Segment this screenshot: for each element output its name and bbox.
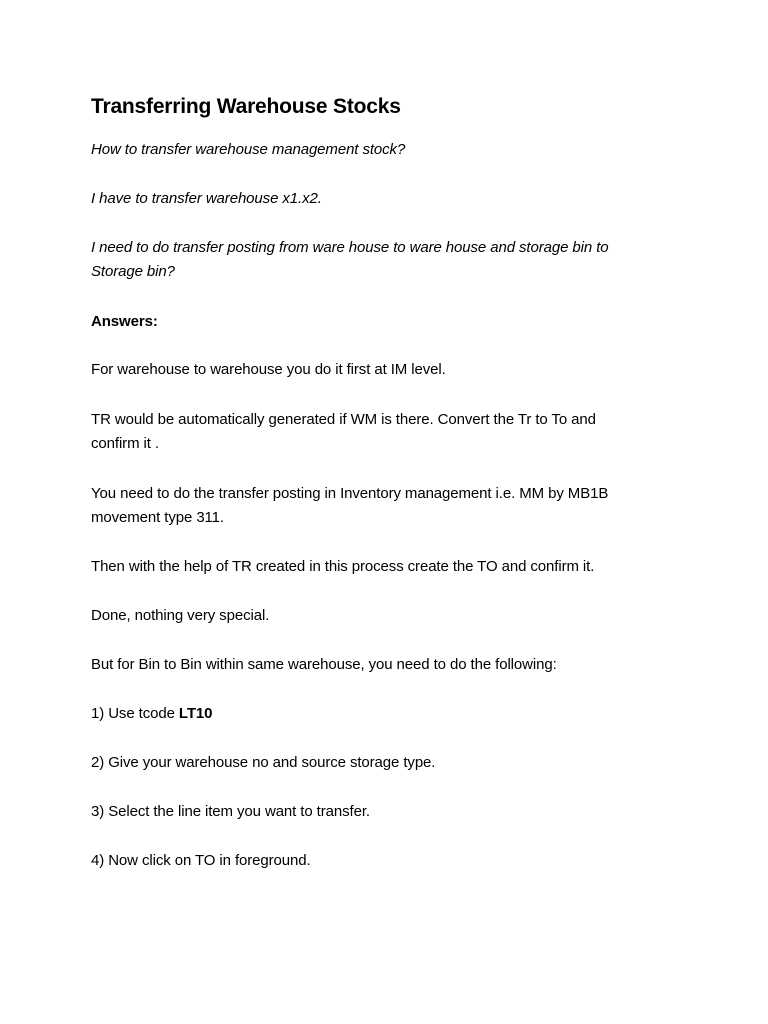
answer-6: But for Bin to Bin within same warehouse, you need to do the following: <box>91 656 557 673</box>
tcode: LT10 <box>178 705 213 722</box>
answer-1: For warehouse to warehouse you do it first at IM level. <box>91 361 446 378</box>
answer-4: Then with the help of TR created in this process create the TO and confirm it. <box>91 558 595 575</box>
answer-3: You need to do the transfer posting in Inventory management i.e. MM by MB1B movement type 311. <box>91 485 609 526</box>
step-2: 2) Give your warehouse no and source storage type. <box>91 754 436 771</box>
question-1: How to transfer warehouse management stock? <box>91 141 406 158</box>
question-2: I have to transfer warehouse x1.x2. <box>91 190 322 207</box>
answers-heading: Answers: <box>91 313 158 330</box>
step-3: 3) Select the line item you want to transfer. <box>91 803 370 820</box>
step-4: 4) Now click on TO in foreground. <box>91 852 311 869</box>
step-1 <box>91 702 651 726</box>
step-1-text: 1) Use tcode <box>91 705 179 722</box>
question-3: I need to do transfer posting from ware house to ware house and storage bin to Storage bin? <box>91 239 609 280</box>
answer-2: TR would be automatically generated if WM is there. Convert the Tr to To and confirm it . <box>91 411 596 452</box>
answer-5: Done, nothing very special. <box>91 607 270 624</box>
document-title: Transferring Warehouse Stocks <box>91 95 401 118</box>
